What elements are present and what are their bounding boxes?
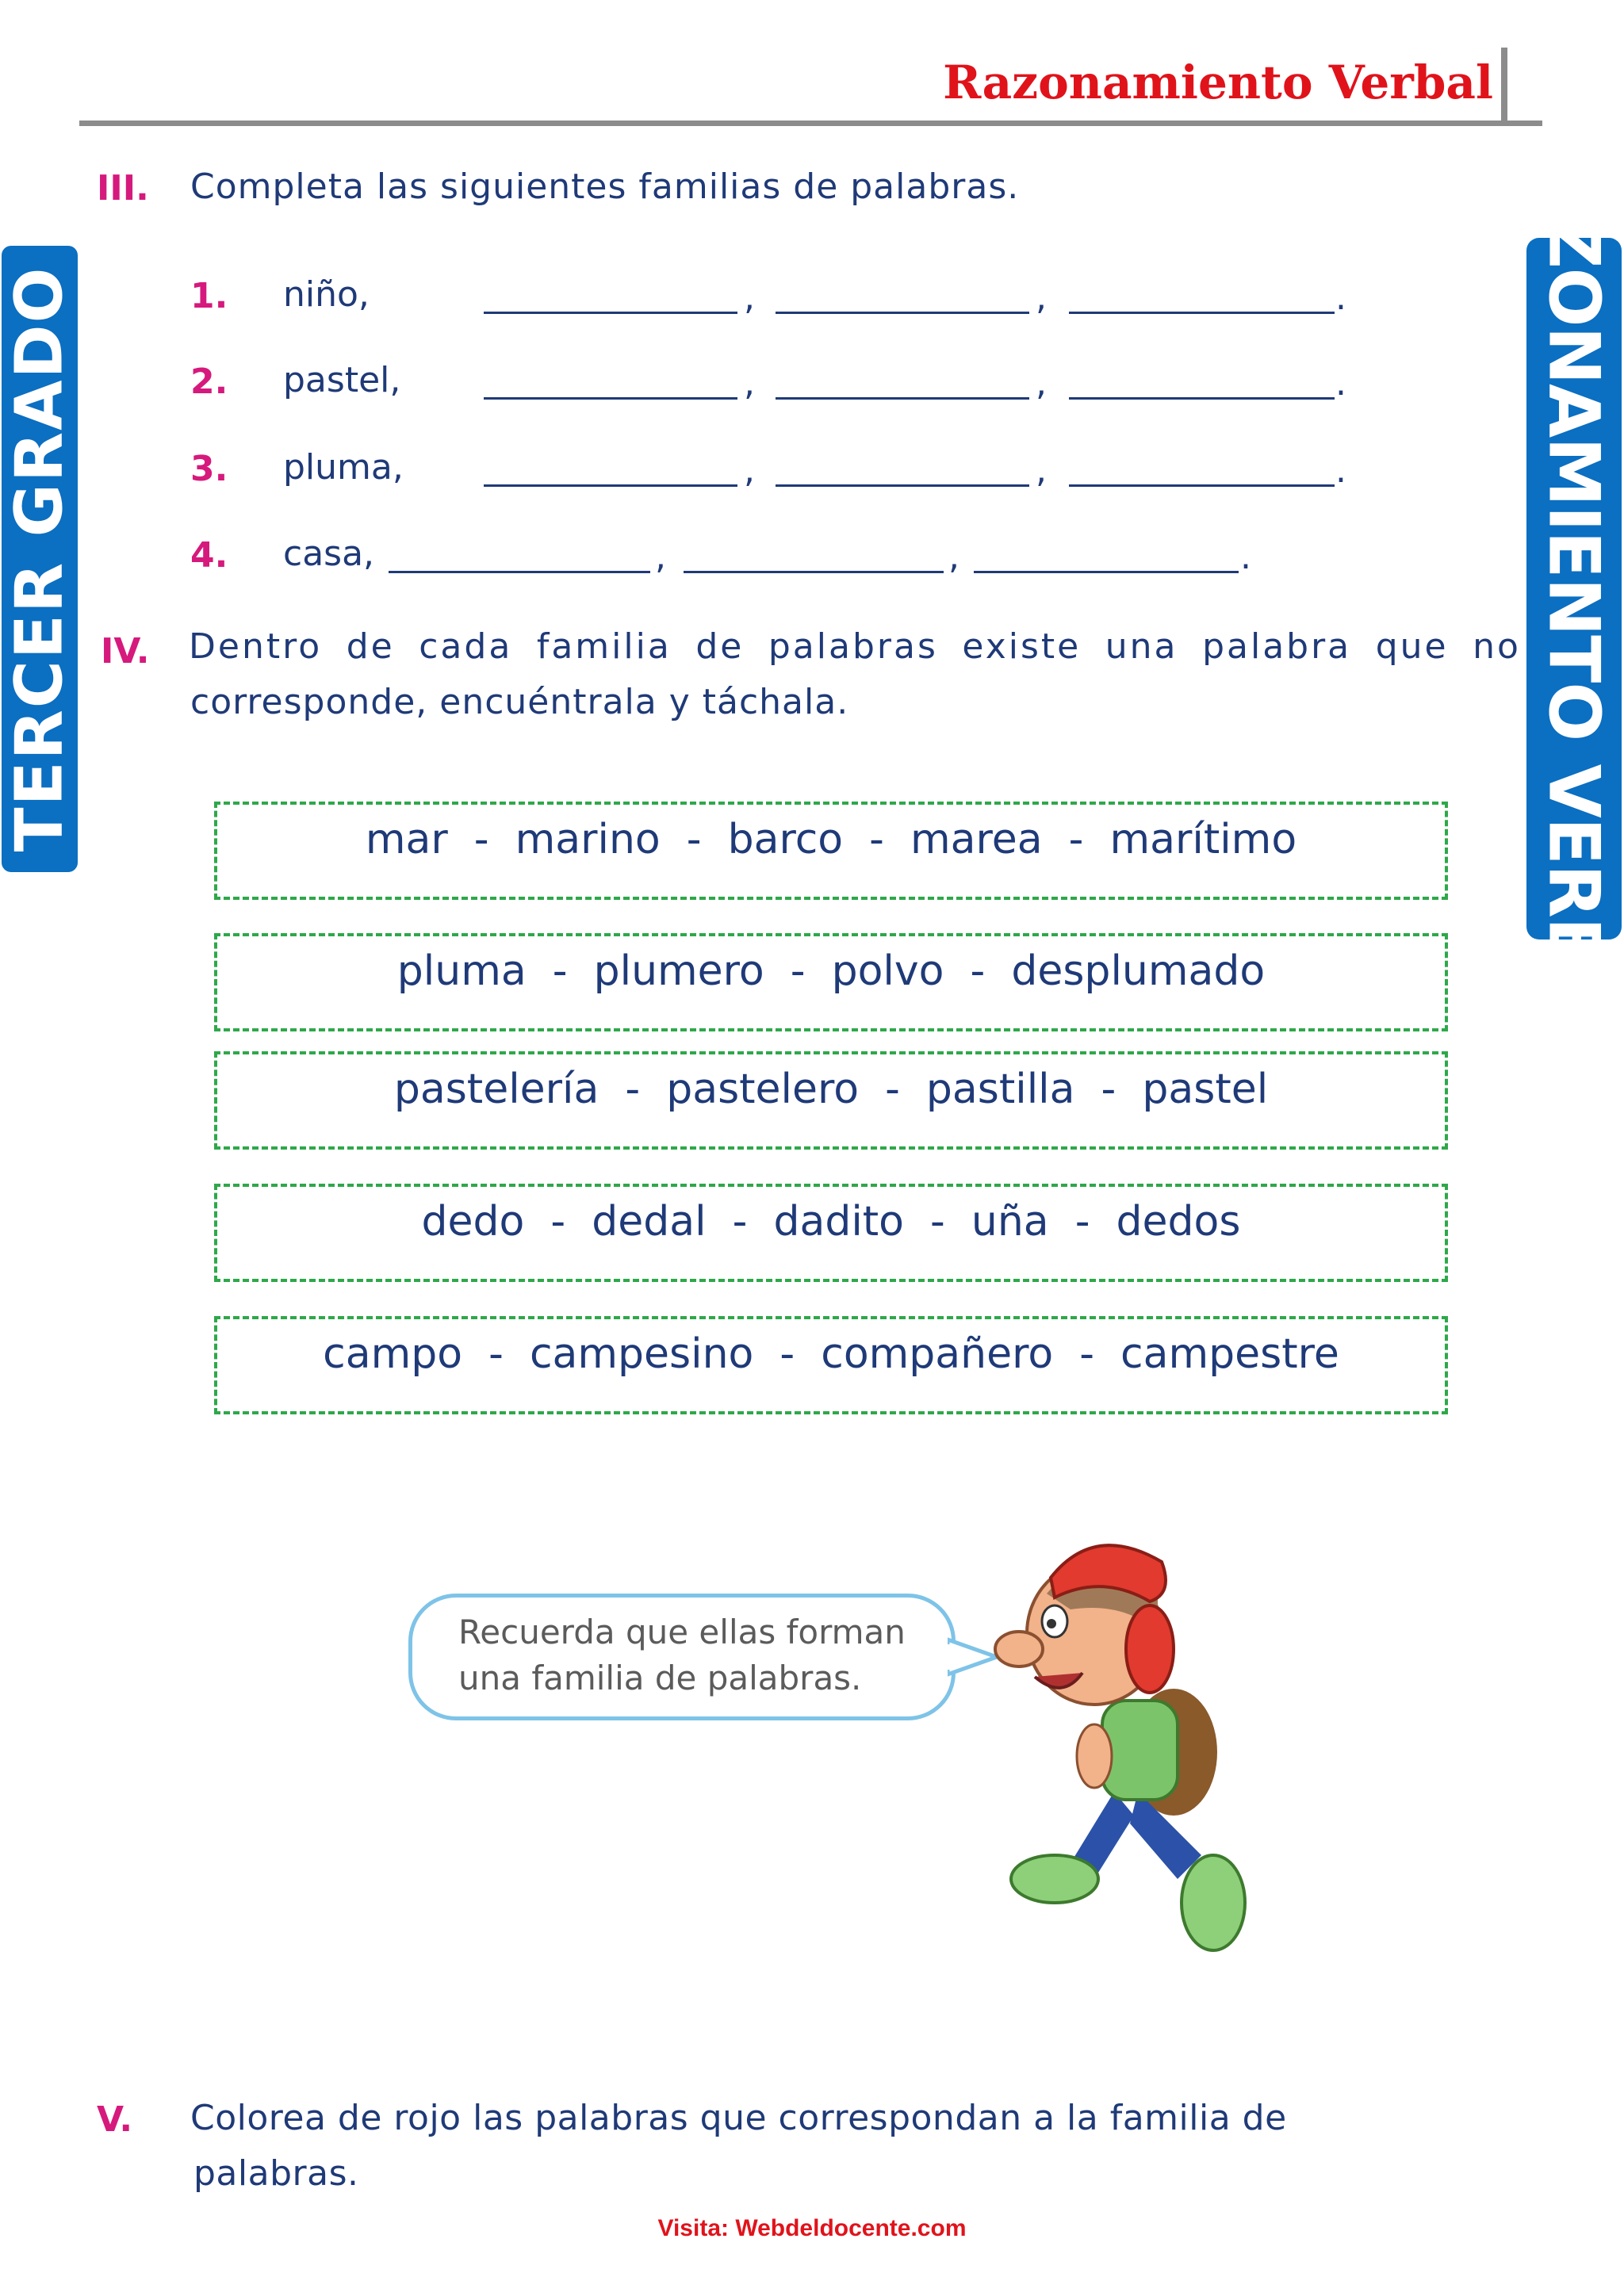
- separator: ,: [1036, 277, 1047, 318]
- row-2-number: 2.: [190, 362, 228, 402]
- side-label-right-text: RAZONAMIENTO VERBAL: [1533, 111, 1615, 1066]
- section-5-number: V.: [97, 2099, 133, 2140]
- row-3-word: pluma,: [283, 447, 404, 488]
- section-4-instruction-line-1: [189, 626, 1521, 667]
- separator: ,: [744, 363, 755, 404]
- answer-blank[interactable]: [1069, 484, 1335, 487]
- page-header-title: Razonamiento Verbal: [943, 55, 1493, 109]
- answer-blank[interactable]: [389, 571, 650, 573]
- section-4-number: IV.: [101, 631, 150, 672]
- word: existe: [962, 626, 1082, 667]
- separator: .: [1335, 363, 1346, 404]
- side-label-left: [2, 246, 78, 872]
- word: de: [346, 626, 395, 667]
- word: palabra: [1202, 626, 1352, 667]
- section-3-instruction: Completa las siguientes familias de palabras.: [190, 166, 1020, 207]
- section-4-instruction-line-2: corresponde, encuéntrala y táchala.: [190, 682, 849, 722]
- answer-blank[interactable]: [684, 571, 944, 573]
- word-family-box-2[interactable]: pluma - plumero - polvo - desplumado: [214, 933, 1448, 1031]
- side-label-left-text: TERCER GRADO: [2, 266, 78, 852]
- answer-blank[interactable]: [484, 484, 737, 487]
- footer-link[interactable]: Visita: Webdeldocente.com: [657, 2215, 967, 2241]
- word: Dentro: [189, 626, 323, 667]
- word: una: [1105, 626, 1178, 667]
- word-family-box-4[interactable]: dedo - dedal - dadito - uña - dedos: [214, 1184, 1448, 1282]
- word: de: [695, 626, 745, 667]
- answer-blank[interactable]: [1069, 397, 1335, 400]
- separator: ,: [744, 277, 755, 318]
- answer-blank[interactable]: [484, 312, 737, 314]
- answer-blank[interactable]: [776, 312, 1029, 314]
- row-3-number: 3.: [190, 449, 228, 489]
- word: palabras: [768, 626, 938, 667]
- separator: .: [1335, 277, 1346, 318]
- speech-bubble-line-2: una familia de palabras.: [458, 1659, 862, 1697]
- row-4-number: 4.: [190, 535, 228, 576]
- side-label-right: [1526, 111, 1622, 1066]
- word: cada: [419, 626, 513, 667]
- speech-bubble-line-1: Recuerda que ellas forman: [458, 1613, 906, 1651]
- word-family-box-3[interactable]: pastelería - pastelero - pastilla - pastel: [214, 1051, 1448, 1150]
- word: no: [1473, 626, 1521, 667]
- word-family-box-1[interactable]: mar - marino - barco - marea - marítimo: [214, 802, 1448, 900]
- row-4-word: casa,: [283, 534, 375, 574]
- answer-blank[interactable]: [776, 397, 1029, 400]
- separator: ,: [1036, 363, 1047, 404]
- separator: ,: [655, 537, 666, 577]
- separator: ,: [744, 450, 755, 491]
- row-1-word: niño,: [283, 274, 370, 315]
- speech-bubble-text: [458, 1609, 906, 1701]
- answer-blank[interactable]: [776, 484, 1029, 487]
- header-divider: [79, 121, 1542, 126]
- separator: .: [1335, 450, 1346, 491]
- section-5-instruction-line-2: palabras.: [193, 2153, 359, 2194]
- separator: ,: [1036, 450, 1047, 491]
- section-5-instruction-line-1: Colorea de rojo las palabras que correspondan a la familia de: [190, 2098, 1287, 2138]
- answer-blank[interactable]: [1069, 312, 1335, 314]
- header-divider-vertical: [1501, 48, 1507, 125]
- separator: .: [1240, 537, 1251, 577]
- section-3-number: III.: [97, 168, 149, 209]
- word-family-box-5[interactable]: campo - campesino - compañero - campestre: [214, 1316, 1448, 1414]
- row-2-word: pastel,: [283, 360, 401, 400]
- answer-blank[interactable]: [484, 397, 737, 400]
- word: familia: [536, 626, 672, 667]
- row-1-number: 1.: [190, 276, 228, 316]
- word: que: [1375, 626, 1449, 667]
- cartoon-boy-illustration: [975, 1530, 1293, 1974]
- separator: ,: [948, 537, 959, 577]
- answer-blank[interactable]: [974, 571, 1239, 573]
